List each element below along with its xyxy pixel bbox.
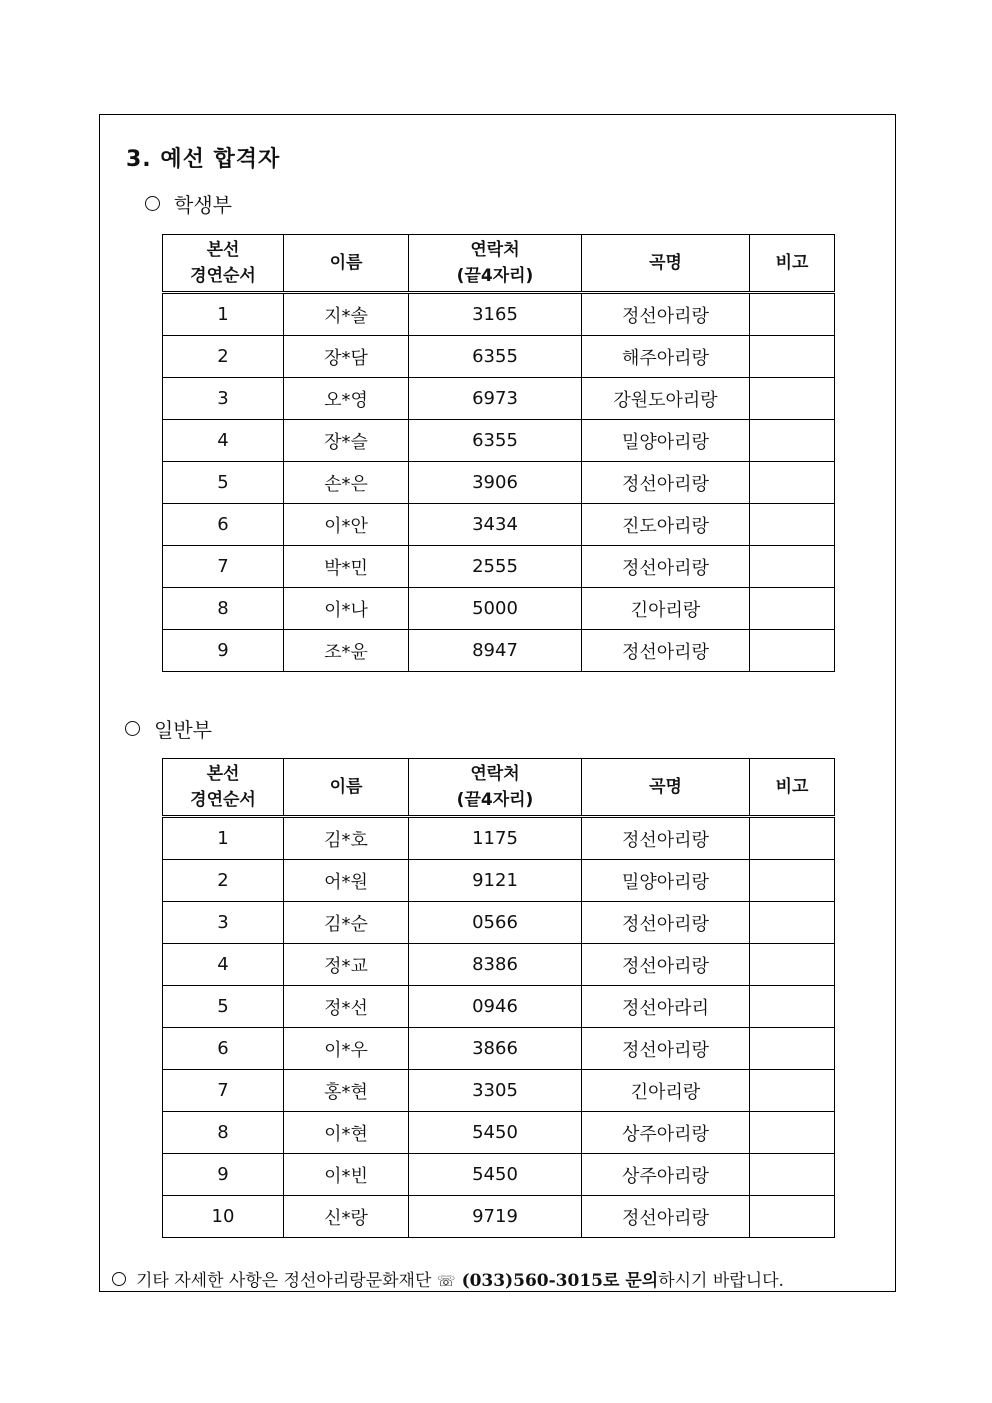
cell-name: 조*윤 bbox=[284, 630, 409, 672]
table-row bbox=[163, 1154, 835, 1196]
cell-song: 진도아리랑 bbox=[582, 504, 750, 546]
cell-contact: 6973 bbox=[409, 378, 582, 420]
header-note: 비고 bbox=[750, 759, 835, 817]
cell-name: 정*선 bbox=[284, 986, 409, 1028]
cell-order: 1 bbox=[163, 817, 284, 860]
cell-note bbox=[750, 336, 835, 378]
cell-song: 정선아리랑 bbox=[582, 462, 750, 504]
footer-suffix: 하시기 바랍니다. bbox=[658, 1271, 784, 1291]
cell-song: 정선아리랑 bbox=[582, 1196, 750, 1238]
circle-bullet-icon bbox=[145, 196, 160, 211]
general-results-table bbox=[162, 758, 835, 1238]
cell-note bbox=[750, 420, 835, 462]
table-row bbox=[163, 336, 835, 378]
footer-notice bbox=[112, 1266, 784, 1291]
header-note: 비고 bbox=[750, 235, 835, 293]
cell-name: 어*원 bbox=[284, 860, 409, 902]
cell-note bbox=[750, 1070, 835, 1112]
header-song: 곡명 bbox=[582, 759, 750, 817]
general-division-heading bbox=[125, 714, 212, 743]
cell-name: 이*빈 bbox=[284, 1154, 409, 1196]
cell-song: 정선아리랑 bbox=[582, 902, 750, 944]
cell-order: 3 bbox=[163, 378, 284, 420]
table-row bbox=[163, 630, 835, 672]
cell-note bbox=[750, 1112, 835, 1154]
cell-contact: 5450 bbox=[409, 1112, 582, 1154]
cell-name: 장*슬 bbox=[284, 420, 409, 462]
cell-name: 박*민 bbox=[284, 546, 409, 588]
table-row bbox=[163, 1112, 835, 1154]
cell-name: 장*담 bbox=[284, 336, 409, 378]
circle-bullet-icon bbox=[125, 721, 140, 736]
footer-prefix: 기타 자세한 사항은 정선아리랑문화재단 bbox=[136, 1271, 432, 1291]
header-song: 곡명 bbox=[582, 235, 750, 293]
cell-name: 정*교 bbox=[284, 944, 409, 986]
header-name: 이름 bbox=[284, 759, 409, 817]
table-row bbox=[163, 420, 835, 462]
cell-song: 해주아리랑 bbox=[582, 336, 750, 378]
cell-song: 긴아리랑 bbox=[582, 1070, 750, 1112]
cell-contact: 1175 bbox=[409, 817, 582, 860]
cell-song: 밀양아리랑 bbox=[582, 420, 750, 462]
table-row bbox=[163, 986, 835, 1028]
footer-phone: (033)560-3015로 문의 bbox=[461, 1271, 659, 1291]
cell-contact: 9121 bbox=[409, 860, 582, 902]
cell-contact: 0946 bbox=[409, 986, 582, 1028]
cell-order: 4 bbox=[163, 420, 284, 462]
cell-song: 정선아리랑 bbox=[582, 546, 750, 588]
cell-name: 김*호 bbox=[284, 817, 409, 860]
cell-song: 정선아리랑 bbox=[582, 944, 750, 986]
cell-order: 2 bbox=[163, 336, 284, 378]
cell-contact: 8947 bbox=[409, 630, 582, 672]
cell-song: 정선아라리 bbox=[582, 986, 750, 1028]
student-division-label: 학생부 bbox=[174, 193, 232, 217]
cell-contact: 3434 bbox=[409, 504, 582, 546]
cell-song: 강원도아리랑 bbox=[582, 378, 750, 420]
table-row bbox=[163, 293, 835, 336]
table-row bbox=[163, 462, 835, 504]
cell-name: 신*랑 bbox=[284, 1196, 409, 1238]
cell-song: 밀양아리랑 bbox=[582, 860, 750, 902]
table-row bbox=[163, 1070, 835, 1112]
general-division-label: 일반부 bbox=[154, 718, 212, 742]
cell-note bbox=[750, 944, 835, 986]
cell-name: 손*은 bbox=[284, 462, 409, 504]
phone-icon: ☏ bbox=[436, 1272, 456, 1290]
cell-order: 8 bbox=[163, 588, 284, 630]
cell-name: 홍*현 bbox=[284, 1070, 409, 1112]
cell-note bbox=[750, 630, 835, 672]
cell-contact: 3866 bbox=[409, 1028, 582, 1070]
cell-order: 5 bbox=[163, 462, 284, 504]
cell-note bbox=[750, 546, 835, 588]
table-row bbox=[163, 860, 835, 902]
cell-order: 10 bbox=[163, 1196, 284, 1238]
table-row bbox=[163, 1196, 835, 1238]
cell-name: 지*솔 bbox=[284, 293, 409, 336]
cell-song: 정선아리랑 bbox=[582, 817, 750, 860]
cell-note bbox=[750, 1154, 835, 1196]
table-row bbox=[163, 944, 835, 986]
header-contact: 연락처 (끝4자리) bbox=[409, 235, 582, 293]
cell-note bbox=[750, 817, 835, 860]
cell-contact: 9719 bbox=[409, 1196, 582, 1238]
header-name: 이름 bbox=[284, 235, 409, 293]
cell-name: 이*나 bbox=[284, 588, 409, 630]
cell-order: 9 bbox=[163, 630, 284, 672]
cell-contact: 5450 bbox=[409, 1154, 582, 1196]
header-contact: 연락처 (끝4자리) bbox=[409, 759, 582, 817]
cell-order: 7 bbox=[163, 1070, 284, 1112]
cell-note bbox=[750, 902, 835, 944]
cell-order: 6 bbox=[163, 1028, 284, 1070]
table-header-row bbox=[163, 235, 835, 293]
table-row bbox=[163, 817, 835, 860]
table-header-row bbox=[163, 759, 835, 817]
cell-note bbox=[750, 293, 835, 336]
cell-contact: 3165 bbox=[409, 293, 582, 336]
cell-note bbox=[750, 1028, 835, 1070]
cell-note bbox=[750, 378, 835, 420]
table-row bbox=[163, 546, 835, 588]
cell-contact: 5000 bbox=[409, 588, 582, 630]
cell-order: 6 bbox=[163, 504, 284, 546]
cell-name: 오*영 bbox=[284, 378, 409, 420]
cell-name: 이*우 bbox=[284, 1028, 409, 1070]
table-row bbox=[163, 1028, 835, 1070]
cell-order: 1 bbox=[163, 293, 284, 336]
student-results-table bbox=[162, 234, 835, 672]
cell-contact: 6355 bbox=[409, 336, 582, 378]
table-row bbox=[163, 378, 835, 420]
cell-contact: 6355 bbox=[409, 420, 582, 462]
cell-note bbox=[750, 1196, 835, 1238]
circle-bullet-icon bbox=[112, 1272, 126, 1286]
cell-note bbox=[750, 986, 835, 1028]
cell-note bbox=[750, 588, 835, 630]
cell-song: 긴아리랑 bbox=[582, 588, 750, 630]
student-division-heading bbox=[145, 189, 232, 218]
cell-song: 정선아리랑 bbox=[582, 630, 750, 672]
cell-order: 5 bbox=[163, 986, 284, 1028]
cell-order: 9 bbox=[163, 1154, 284, 1196]
cell-order: 4 bbox=[163, 944, 284, 986]
cell-name: 김*순 bbox=[284, 902, 409, 944]
cell-contact: 2555 bbox=[409, 546, 582, 588]
header-order: 본선 경연순서 bbox=[163, 759, 284, 817]
cell-song: 상주아리랑 bbox=[582, 1112, 750, 1154]
cell-contact: 3906 bbox=[409, 462, 582, 504]
cell-contact: 3305 bbox=[409, 1070, 582, 1112]
cell-order: 2 bbox=[163, 860, 284, 902]
cell-note bbox=[750, 860, 835, 902]
cell-name: 이*안 bbox=[284, 504, 409, 546]
cell-order: 8 bbox=[163, 1112, 284, 1154]
cell-contact: 0566 bbox=[409, 902, 582, 944]
cell-song: 정선아리랑 bbox=[582, 293, 750, 336]
cell-song: 정선아리랑 bbox=[582, 1028, 750, 1070]
table-row bbox=[163, 902, 835, 944]
cell-note bbox=[750, 462, 835, 504]
cell-order: 3 bbox=[163, 902, 284, 944]
table-row bbox=[163, 588, 835, 630]
cell-note bbox=[750, 504, 835, 546]
table-row bbox=[163, 504, 835, 546]
section-title: 3. 예선 합격자 bbox=[126, 147, 281, 172]
header-order: 본선 경연순서 bbox=[163, 235, 284, 293]
cell-order: 7 bbox=[163, 546, 284, 588]
cell-name: 이*현 bbox=[284, 1112, 409, 1154]
cell-contact: 8386 bbox=[409, 944, 582, 986]
cell-song: 상주아리랑 bbox=[582, 1154, 750, 1196]
